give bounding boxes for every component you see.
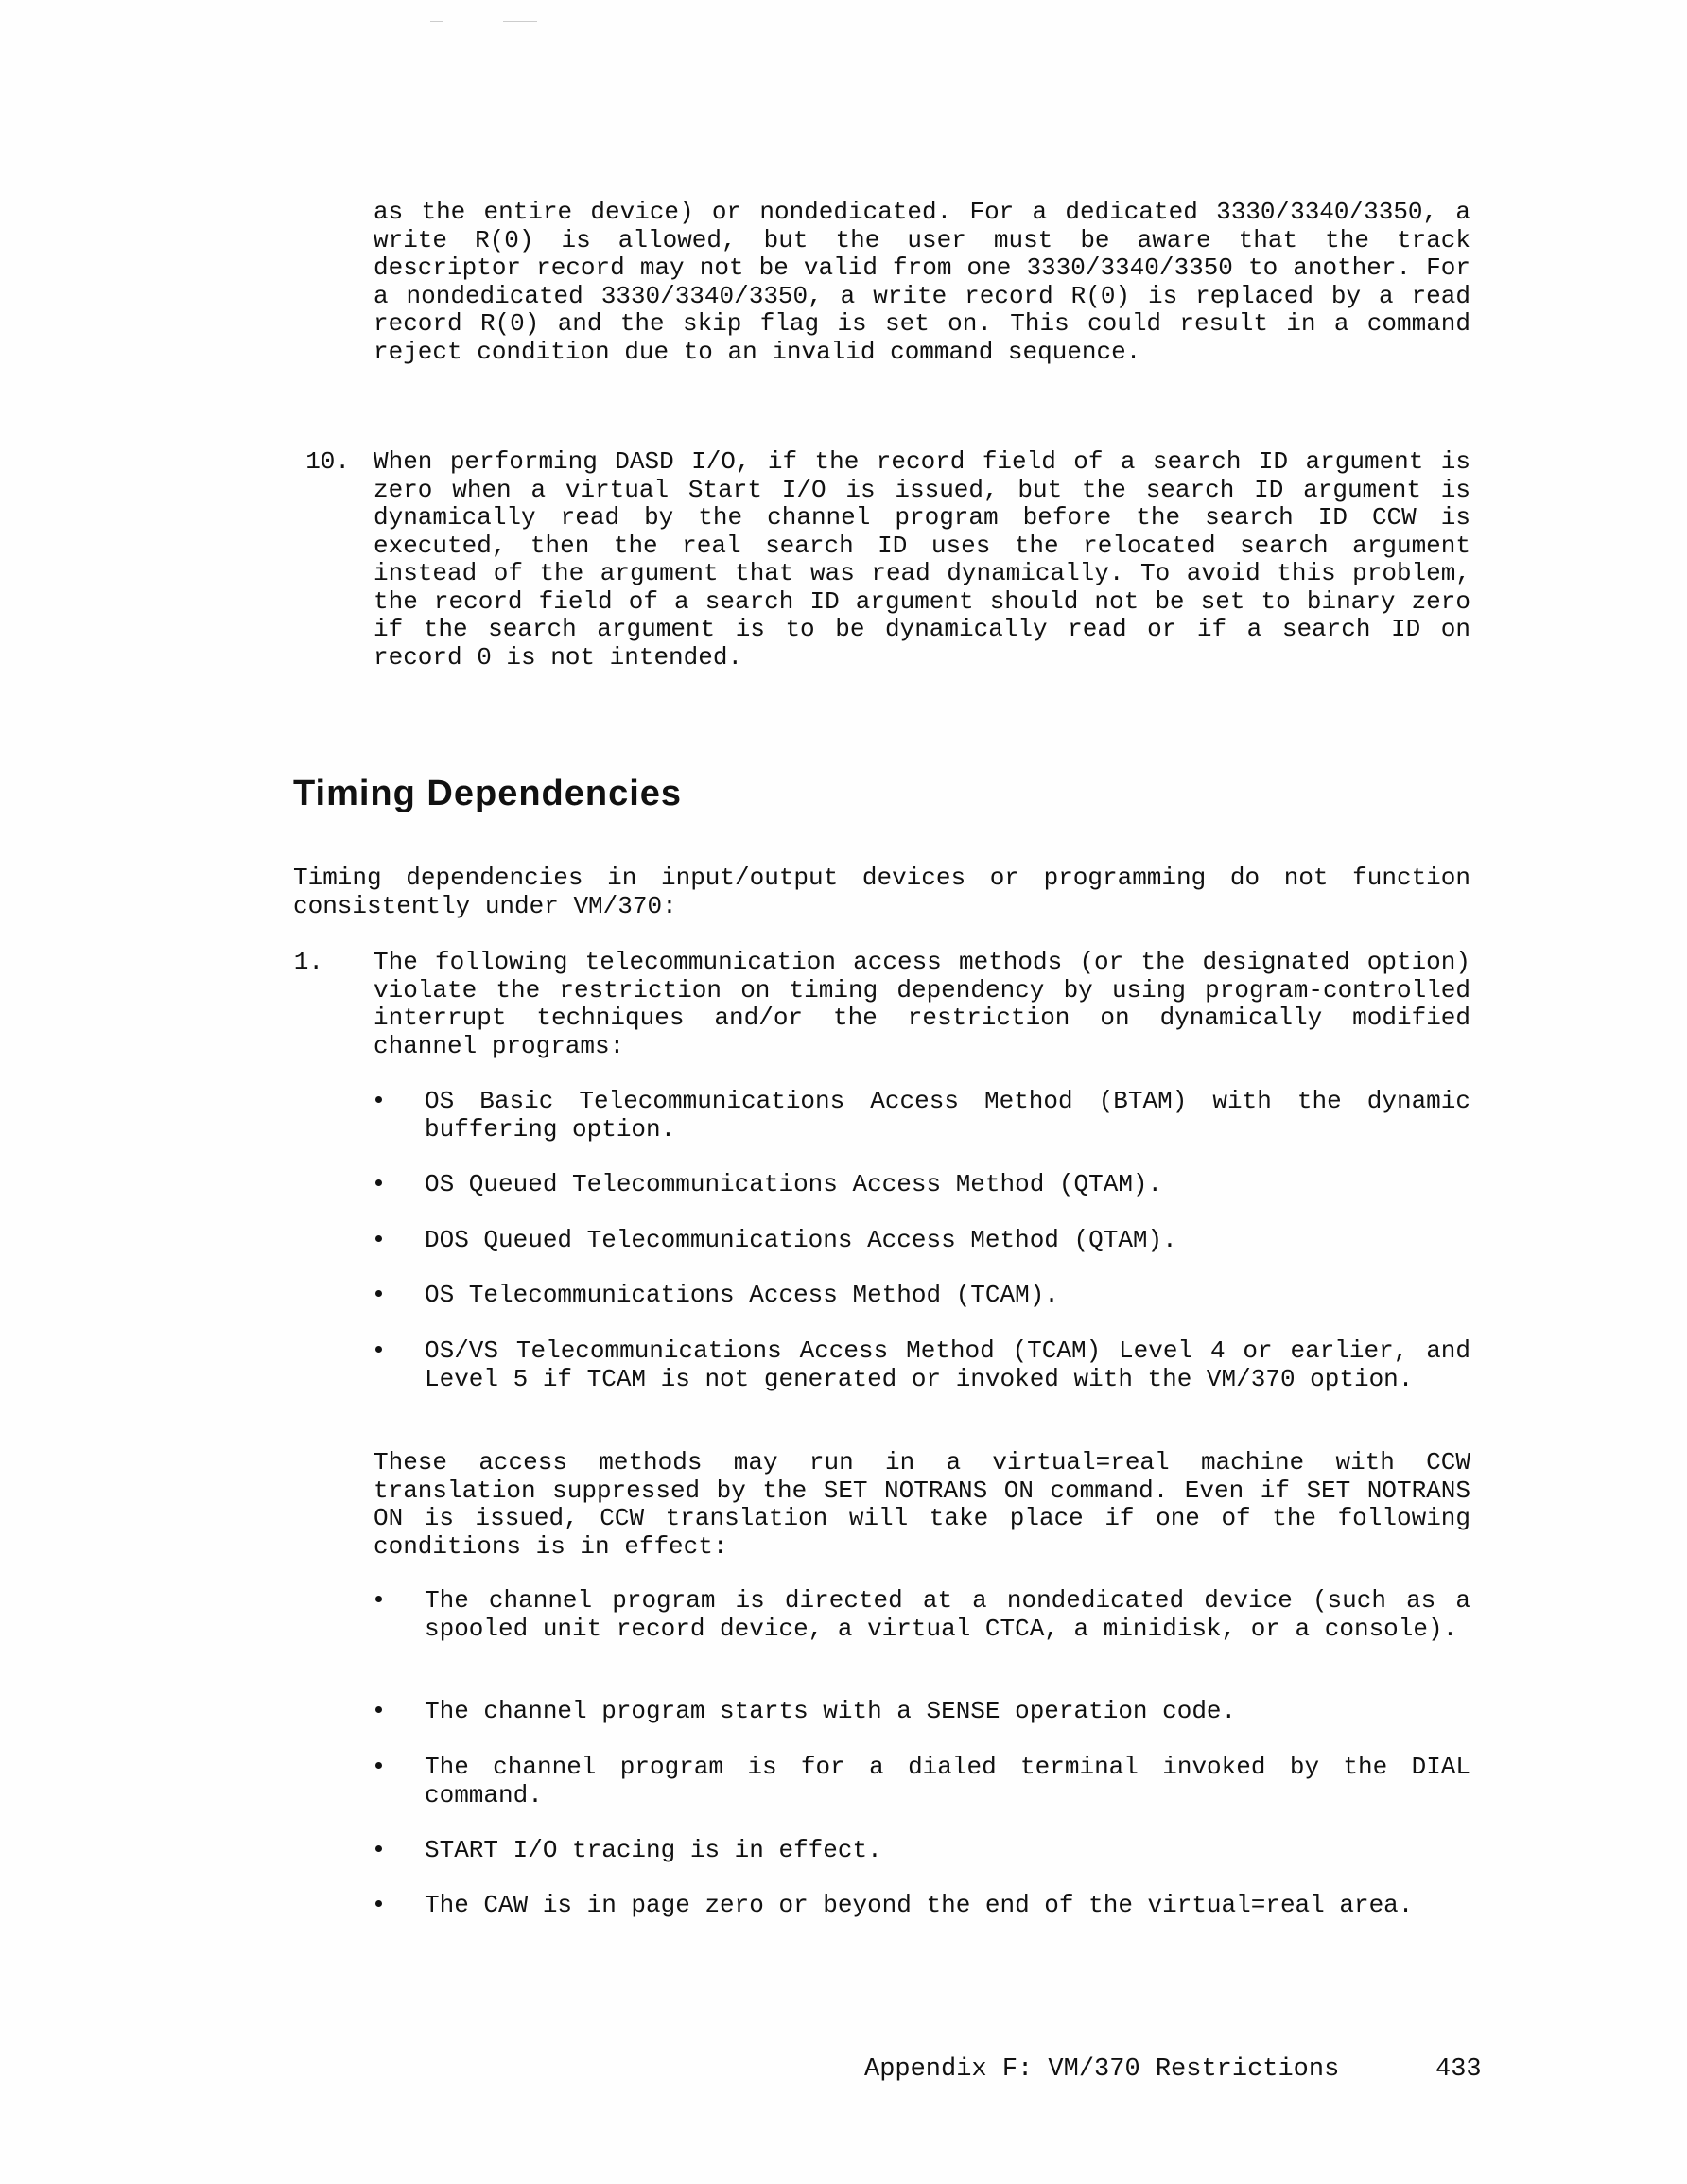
- bullet-icon: [374, 1754, 387, 1767]
- list-item: The channel program is for a dialed terminal invoked by the DIAL command.: [425, 1753, 1470, 1809]
- scan-speck: [430, 21, 443, 22]
- bullet-icon: [374, 1227, 387, 1240]
- page-footer: [864, 2055, 1482, 2084]
- bullet-icon: [374, 1892, 387, 1905]
- item-1-paragraph: The following telecommunication access methods (or the designated option) violate the restriction on timing dependency by using program-controlled interrupt techniques and/or the restriction on dynamically modified channel programs:: [374, 948, 1470, 1060]
- scan-speck: [503, 21, 537, 22]
- list-item: The channel program starts with a SENSE operation code.: [425, 1697, 1237, 1725]
- list-item: The channel program is directed at a nondedicated device (such as a spooled unit record device, a virtual CTCA, a minidisk, or a console).: [425, 1586, 1470, 1643]
- list-item: START I/O tracing is in effect.: [425, 1836, 882, 1864]
- bullet-icon: [374, 1837, 387, 1850]
- bullet-icon: [374, 1171, 387, 1184]
- section-heading: Timing Dependencies: [293, 774, 683, 813]
- bullet-icon: [374, 1282, 387, 1295]
- bullet-icon: [374, 1088, 387, 1101]
- list-number-1: 1.: [293, 948, 323, 976]
- section-intro: Timing dependencies in input/output devices or programming do not function consistently under VM/370:: [293, 864, 1470, 920]
- bullet-icon: [374, 1698, 387, 1711]
- list-number-10: 10.: [305, 447, 350, 476]
- item-10-paragraph: When performing DASD I/O, if the record field of a search ID argument is zero when a virtual Start I/O is issued, but the search ID argument is dynamically read by the channel program before the search ID CCW is executed, then the real search ID uses the relocated search argument instead of the argument that was read dynamically. To avoid this problem, the record field of a search ID argument should not be set to binary zero if the search argument is to be dynamically read or if a search ID on record 0 is not intended.: [374, 447, 1470, 672]
- list-item: OS Queued Telecommunications Access Method (QTAM).: [425, 1170, 1163, 1198]
- bullet-icon: [374, 1337, 387, 1351]
- list-item: The CAW is in page zero or beyond the end of the virtual=real area.: [425, 1891, 1414, 1919]
- page-number: 433: [1435, 2055, 1482, 2084]
- translation-note: These access methods may run in a virtual=real machine with CCW translation suppressed by the SET NOTRANS ON command. Even if SET NOTRANS ON is issued, CCW translation will take place if one of the following conditions is in effect:: [374, 1448, 1470, 1561]
- list-item: OS Telecommunications Access Method (TCAM).: [425, 1281, 1059, 1309]
- footer-title: Appendix F: VM/370 Restrictions: [864, 2055, 1340, 2084]
- continuation-paragraph: as the entire device) or nondedicated. For a dedicated 3330/3340/3350, a write R(0) is allowed, but the user must be aware that the track descriptor record may not be valid from one 3330/3340/3350 to another. For a nondedicated 3330/3340/3350, a write record R(0) is replaced by a read record R(0) and the skip flag is set on. This could result in a command reject condition due to an invalid command sequence.: [374, 198, 1470, 366]
- list-item: DOS Queued Telecommunications Access Method (QTAM).: [425, 1226, 1177, 1254]
- bullet-icon: [374, 1587, 387, 1600]
- list-item: OS/VS Telecommunications Access Method (TCAM) Level 4 or earlier, and Level 5 if TCAM is not generated or invoked with the VM/370 option.: [425, 1337, 1470, 1393]
- list-item: OS Basic Telecommunications Access Method (BTAM) with the dynamic buffering option.: [425, 1087, 1470, 1144]
